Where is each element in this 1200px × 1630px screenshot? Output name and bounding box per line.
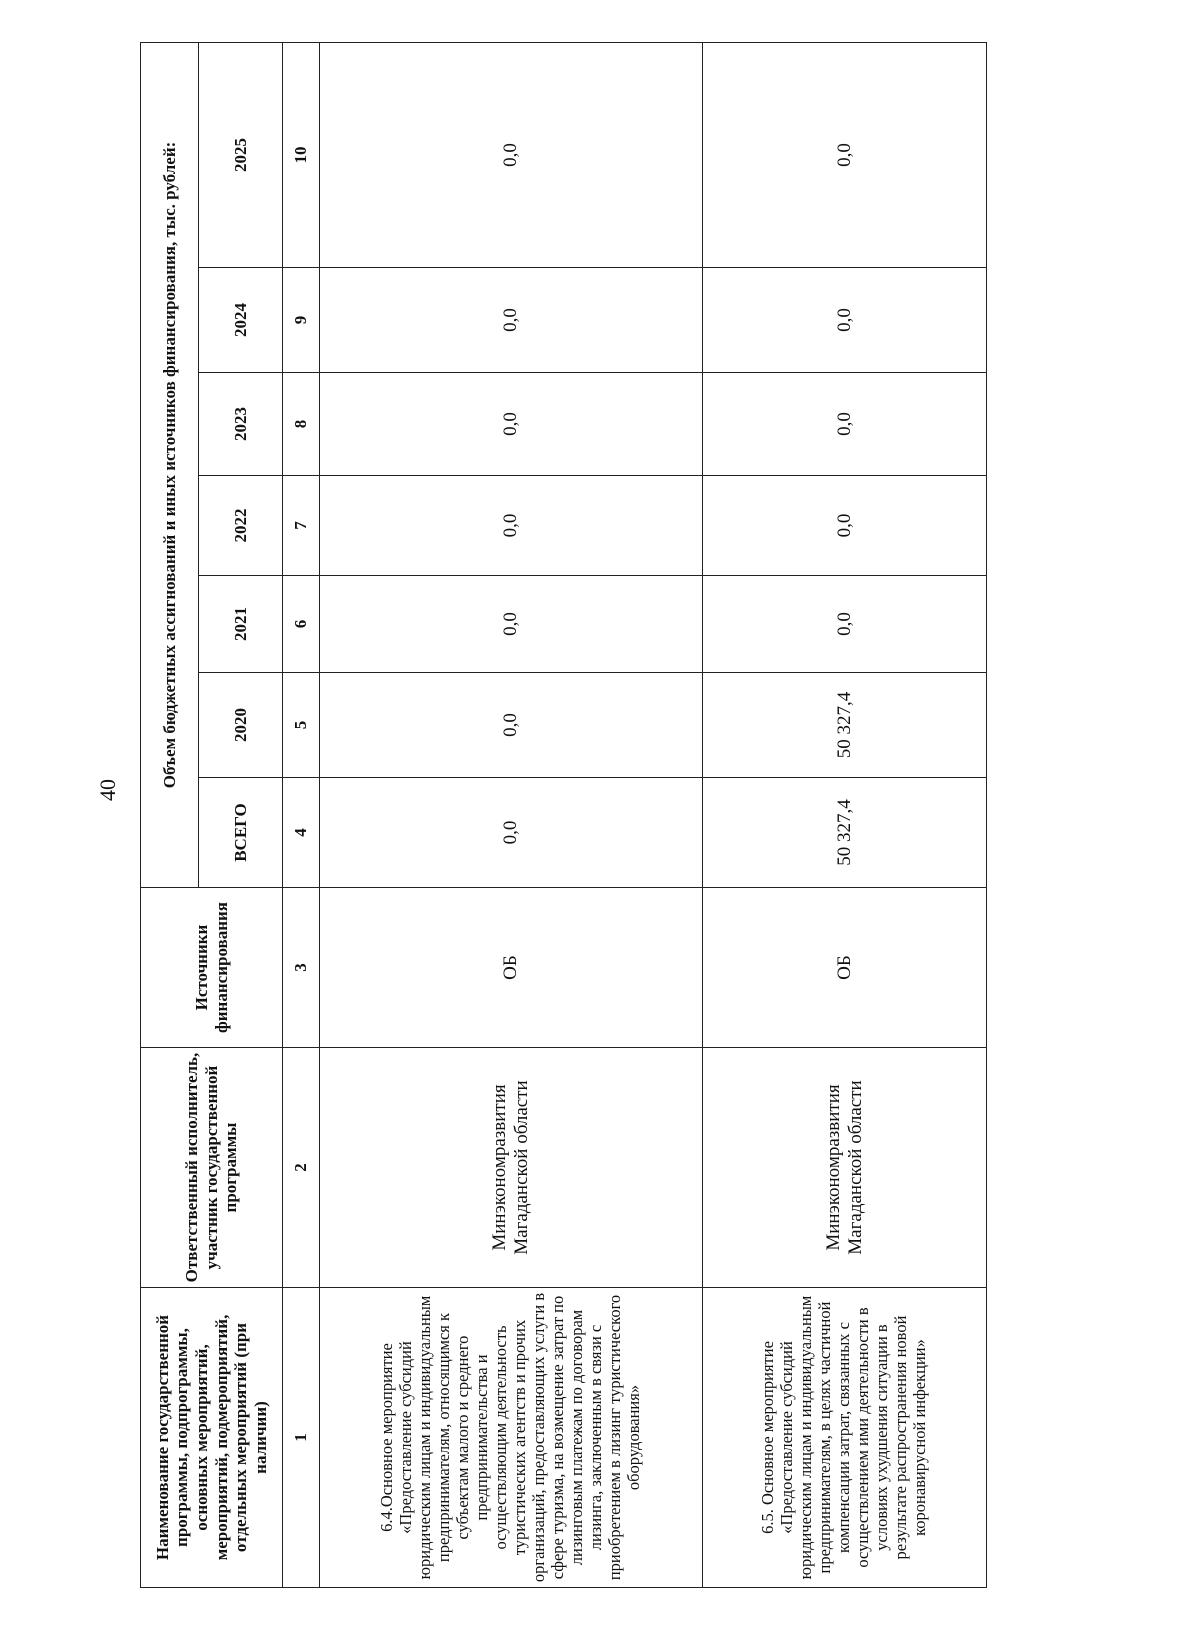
header-executor: Ответственный исполнитель, участник государственной программы	[141, 1048, 283, 1288]
budget-table	[140, 42, 987, 1588]
header-name: Наименование государственной программы, подпрограммы, основных мероприятий, мероприятий, подмероприятий, отдельных мероприятий (при наличии)	[141, 1288, 283, 1588]
header-source: Источники финансирования	[141, 888, 283, 1048]
value-2025: 0,0	[320, 42, 703, 267]
value-2020: 0,0	[320, 673, 703, 778]
executor: Минэкономразвития Магаданской области	[320, 1048, 703, 1288]
table-row	[320, 42, 703, 1587]
column-number: 8	[283, 373, 320, 476]
table-row	[703, 42, 987, 1587]
value-2022: 0,0	[320, 476, 703, 576]
measure-name: 6.4.Основное мероприятие «Предоставление субсидий юридическим лицам и индивидуальным предпринимателям, относящимся к субъектам малого и среднего предпринимательства и осуществляющим деятельность туристических агентств и прочих организаций, предоставляющих услуги в сфере туризма, на возмещение затрат по лизинговым платежам по договорам лизинга, заключенным в связи с приобретением в лизинг туристического оборудования»	[320, 1288, 703, 1588]
value-total: 0,0	[320, 778, 703, 888]
value-2025: 0,0	[703, 42, 987, 267]
budget-table-rotated	[140, 43, 985, 1588]
column-number: 3	[283, 888, 320, 1048]
value-2024: 0,0	[703, 268, 987, 373]
header-funding-group: Объем бюджетных ассигнований и иных источников финансирования, тыс. рублей:	[141, 42, 199, 887]
column-number: 9	[283, 268, 320, 373]
value-2022: 0,0	[703, 476, 987, 576]
value-total: 50 327,4	[703, 778, 987, 888]
column-number: 7	[283, 476, 320, 576]
column-number: 6	[283, 576, 320, 673]
column-number: 10	[283, 42, 320, 267]
value-2020: 50 327,4	[703, 673, 987, 778]
column-number: 2	[283, 1048, 320, 1288]
column-numbers-row	[283, 42, 320, 1587]
header-year-2025: 2025	[199, 42, 283, 267]
executor: Минэкономразвития Магаданской области	[703, 1048, 987, 1288]
funding-source: ОБ	[703, 888, 987, 1048]
page-number: 40	[95, 779, 120, 801]
funding-source: ОБ	[320, 888, 703, 1048]
value-2021: 0,0	[703, 576, 987, 673]
column-number: 5	[283, 673, 320, 778]
header-year-2022: 2022	[199, 476, 283, 576]
header-year-2021: 2021	[199, 576, 283, 673]
value-2023: 0,0	[703, 373, 987, 476]
header-year-2024: 2024	[199, 268, 283, 373]
value-2021: 0,0	[320, 576, 703, 673]
measure-name: 6.5. Основное мероприятие «Предоставление субсидий юридическим лицам и индивидуальным предпринимателям, в целях частичной компенсации затрат, связанных с осуществлением ими деятельности в условиях ухудшения ситуации в результате распространения новой коронавирусной инфекции»	[703, 1288, 987, 1588]
header-year-2023: 2023	[199, 373, 283, 476]
header-year-total: ВСЕГО	[199, 778, 283, 888]
column-number: 1	[283, 1288, 320, 1588]
header-year-2020: 2020	[199, 673, 283, 778]
value-2024: 0,0	[320, 268, 703, 373]
value-2023: 0,0	[320, 373, 703, 476]
column-number: 4	[283, 778, 320, 888]
